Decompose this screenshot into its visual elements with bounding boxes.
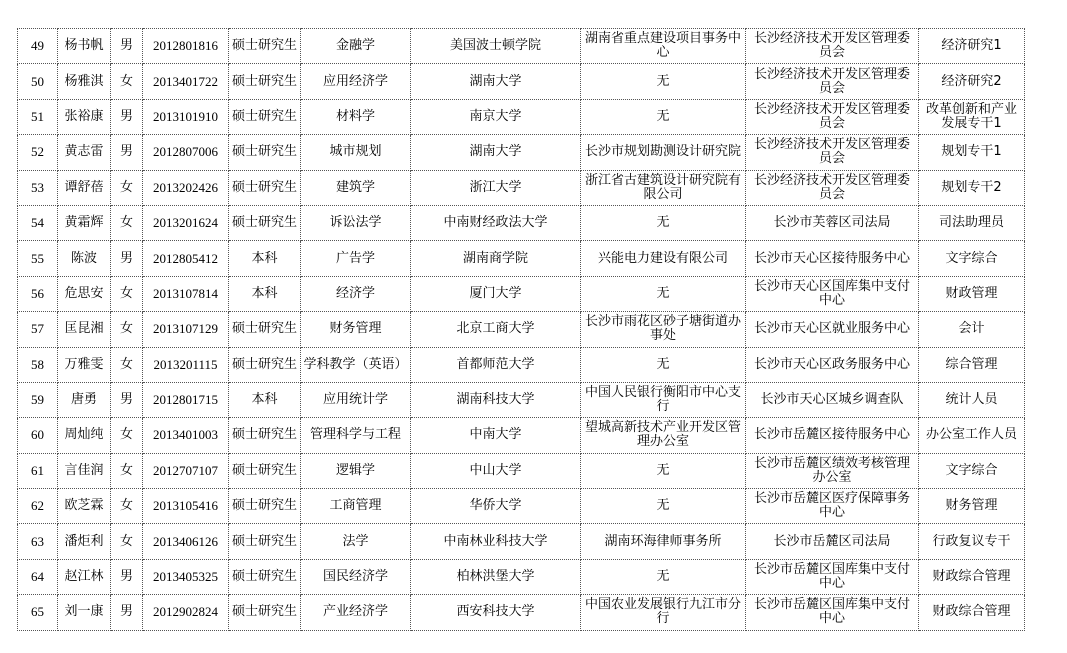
table-row — [18, 170, 1025, 205]
education-cell: 硕士研究生 — [229, 524, 301, 559]
school-cell: 中南大学 — [411, 418, 581, 453]
school-cell: 湖南商学院 — [411, 241, 581, 276]
work-unit-cell: 无 — [581, 347, 746, 382]
work-unit-cell: 中国人民银行衡阳市中心支行 — [581, 382, 746, 417]
position-cell: 会计 — [919, 312, 1025, 347]
recruiting-unit-cell: 长沙市岳麓区司法局 — [746, 524, 919, 559]
exam-id-cell: 2012902824 — [143, 595, 229, 630]
row-number-cell: 56 — [18, 276, 58, 311]
recruiting-unit-cell: 长沙经济技术开发区管理委员会 — [746, 64, 919, 99]
gender-cell: 女 — [111, 205, 143, 240]
recruiting-unit-cell: 长沙市天心区国库集中支付中心 — [746, 276, 919, 311]
row-number-cell: 49 — [18, 29, 58, 64]
exam-id-cell: 2013101910 — [143, 99, 229, 134]
recruiting-unit-cell: 长沙经济技术开发区管理委员会 — [746, 99, 919, 134]
row-number-cell: 65 — [18, 595, 58, 630]
recruitment-table — [17, 28, 1025, 631]
gender-cell: 女 — [111, 64, 143, 99]
school-cell: 华侨大学 — [411, 489, 581, 524]
table-body — [18, 29, 1025, 631]
work-unit-cell: 望城高新技术产业开发区管理办公室 — [581, 418, 746, 453]
name-cell: 刘一康 — [58, 595, 111, 630]
position-cell: 文字综合 — [919, 241, 1025, 276]
position-cell: 改革创新和产业发展专干1 — [919, 99, 1025, 134]
exam-id-cell: 2013401722 — [143, 64, 229, 99]
name-cell: 万雅雯 — [58, 347, 111, 382]
row-number-cell: 53 — [18, 170, 58, 205]
school-cell: 首都师范大学 — [411, 347, 581, 382]
exam-id-cell: 2013107129 — [143, 312, 229, 347]
name-cell: 危思安 — [58, 276, 111, 311]
table-row — [18, 241, 1025, 276]
education-cell: 硕士研究生 — [229, 595, 301, 630]
major-cell: 法学 — [301, 524, 411, 559]
recruiting-unit-cell: 长沙市岳麓区绩效考核管理办公室 — [746, 453, 919, 488]
gender-cell: 男 — [111, 135, 143, 170]
position-cell: 统计人员 — [919, 382, 1025, 417]
name-cell: 匡昆湘 — [58, 312, 111, 347]
exam-id-cell: 2013401003 — [143, 418, 229, 453]
work-unit-cell: 无 — [581, 64, 746, 99]
name-cell: 言佳润 — [58, 453, 111, 488]
recruiting-unit-cell: 长沙经济技术开发区管理委员会 — [746, 29, 919, 64]
table-row — [18, 29, 1025, 64]
name-cell: 杨书帆 — [58, 29, 111, 64]
table-row — [18, 418, 1025, 453]
row-number-cell: 51 — [18, 99, 58, 134]
position-cell: 文字综合 — [919, 453, 1025, 488]
name-cell: 张裕康 — [58, 99, 111, 134]
name-cell: 谭舒蓓 — [58, 170, 111, 205]
gender-cell: 女 — [111, 489, 143, 524]
gender-cell: 男 — [111, 241, 143, 276]
name-cell: 黄霜辉 — [58, 205, 111, 240]
school-cell: 北京工商大学 — [411, 312, 581, 347]
school-cell: 中山大学 — [411, 453, 581, 488]
education-cell: 硕士研究生 — [229, 347, 301, 382]
exam-id-cell: 2012807006 — [143, 135, 229, 170]
major-cell: 城市规划 — [301, 135, 411, 170]
table-row — [18, 489, 1025, 524]
row-number-cell: 62 — [18, 489, 58, 524]
major-cell: 国民经济学 — [301, 559, 411, 594]
row-number-cell: 52 — [18, 135, 58, 170]
table-row — [18, 453, 1025, 488]
position-cell: 财政综合管理 — [919, 559, 1025, 594]
row-number-cell: 54 — [18, 205, 58, 240]
major-cell: 经济学 — [301, 276, 411, 311]
gender-cell: 女 — [111, 170, 143, 205]
table-row — [18, 524, 1025, 559]
gender-cell: 女 — [111, 453, 143, 488]
exam-id-cell: 2013201624 — [143, 205, 229, 240]
education-cell: 硕士研究生 — [229, 312, 301, 347]
education-cell: 硕士研究生 — [229, 489, 301, 524]
table-row — [18, 135, 1025, 170]
exam-id-cell: 2013406126 — [143, 524, 229, 559]
position-cell: 司法助理员 — [919, 205, 1025, 240]
row-number-cell: 63 — [18, 524, 58, 559]
work-unit-cell: 浙江省古建筑设计研究院有限公司 — [581, 170, 746, 205]
school-cell: 中南财经政法大学 — [411, 205, 581, 240]
gender-cell: 男 — [111, 99, 143, 134]
table-row — [18, 559, 1025, 594]
school-cell: 湖南大学 — [411, 64, 581, 99]
row-number-cell: 60 — [18, 418, 58, 453]
position-cell: 办公室工作人员 — [919, 418, 1025, 453]
gender-cell: 男 — [111, 382, 143, 417]
row-number-cell: 58 — [18, 347, 58, 382]
education-cell: 硕士研究生 — [229, 29, 301, 64]
major-cell: 学科教学（英语） — [301, 347, 411, 382]
major-cell: 应用经济学 — [301, 64, 411, 99]
name-cell: 杨雅淇 — [58, 64, 111, 99]
row-number-cell: 59 — [18, 382, 58, 417]
major-cell: 财务管理 — [301, 312, 411, 347]
recruiting-unit-cell: 长沙经济技术开发区管理委员会 — [746, 135, 919, 170]
major-cell: 工商管理 — [301, 489, 411, 524]
major-cell: 诉讼法学 — [301, 205, 411, 240]
work-unit-cell: 长沙市规划勘测设计研究院 — [581, 135, 746, 170]
gender-cell: 女 — [111, 524, 143, 559]
position-cell: 经济研究2 — [919, 64, 1025, 99]
name-cell: 赵江林 — [58, 559, 111, 594]
recruiting-unit-cell: 长沙市天心区城乡调查队 — [746, 382, 919, 417]
work-unit-cell: 兴能电力建设有限公司 — [581, 241, 746, 276]
exam-id-cell: 2013405325 — [143, 559, 229, 594]
position-cell: 行政复议专干 — [919, 524, 1025, 559]
table-row — [18, 595, 1025, 630]
major-cell: 建筑学 — [301, 170, 411, 205]
recruiting-unit-cell: 长沙市岳麓区国库集中支付中心 — [746, 559, 919, 594]
education-cell: 硕士研究生 — [229, 135, 301, 170]
row-number-cell: 57 — [18, 312, 58, 347]
recruiting-unit-cell: 长沙市岳麓区接待服务中心 — [746, 418, 919, 453]
recruiting-unit-cell: 长沙市芙蓉区司法局 — [746, 205, 919, 240]
gender-cell: 男 — [111, 559, 143, 594]
row-number-cell: 50 — [18, 64, 58, 99]
work-unit-cell: 无 — [581, 276, 746, 311]
major-cell: 广告学 — [301, 241, 411, 276]
work-unit-cell: 无 — [581, 453, 746, 488]
exam-id-cell: 2013201115 — [143, 347, 229, 382]
position-cell: 财务管理 — [919, 489, 1025, 524]
education-cell: 硕士研究生 — [229, 64, 301, 99]
table-row — [18, 205, 1025, 240]
work-unit-cell: 无 — [581, 99, 746, 134]
name-cell: 黄志雷 — [58, 135, 111, 170]
gender-cell: 男 — [111, 29, 143, 64]
recruiting-unit-cell: 长沙市天心区就业服务中心 — [746, 312, 919, 347]
work-unit-cell: 长沙市雨花区砂子塘街道办事处 — [581, 312, 746, 347]
major-cell: 金融学 — [301, 29, 411, 64]
school-cell: 柏林洪堡大学 — [411, 559, 581, 594]
education-cell: 本科 — [229, 276, 301, 311]
school-cell: 厦门大学 — [411, 276, 581, 311]
position-cell: 财政管理 — [919, 276, 1025, 311]
table-row — [18, 347, 1025, 382]
major-cell: 应用统计学 — [301, 382, 411, 417]
school-cell: 美国波士顿学院 — [411, 29, 581, 64]
exam-id-cell: 2012801715 — [143, 382, 229, 417]
school-cell: 西安科技大学 — [411, 595, 581, 630]
education-cell: 硕士研究生 — [229, 205, 301, 240]
major-cell: 逻辑学 — [301, 453, 411, 488]
row-number-cell: 55 — [18, 241, 58, 276]
work-unit-cell: 无 — [581, 489, 746, 524]
table-row — [18, 276, 1025, 311]
work-unit-cell: 无 — [581, 559, 746, 594]
position-cell: 规划专干1 — [919, 135, 1025, 170]
school-cell: 中南林业科技大学 — [411, 524, 581, 559]
gender-cell: 女 — [111, 276, 143, 311]
gender-cell: 女 — [111, 312, 143, 347]
recruiting-unit-cell: 长沙市天心区政务服务中心 — [746, 347, 919, 382]
position-cell: 综合管理 — [919, 347, 1025, 382]
major-cell: 材料学 — [301, 99, 411, 134]
school-cell: 湖南大学 — [411, 135, 581, 170]
education-cell: 硕士研究生 — [229, 418, 301, 453]
education-cell: 硕士研究生 — [229, 453, 301, 488]
school-cell: 浙江大学 — [411, 170, 581, 205]
work-unit-cell: 中国农业发展银行九江市分行 — [581, 595, 746, 630]
table-container — [17, 28, 1025, 631]
work-unit-cell: 湖南省重点建设项目事务中心 — [581, 29, 746, 64]
name-cell: 欧芝霖 — [58, 489, 111, 524]
row-number-cell: 61 — [18, 453, 58, 488]
gender-cell: 女 — [111, 418, 143, 453]
school-cell: 南京大学 — [411, 99, 581, 134]
name-cell: 陈波 — [58, 241, 111, 276]
recruiting-unit-cell: 长沙经济技术开发区管理委员会 — [746, 170, 919, 205]
name-cell: 周灿纯 — [58, 418, 111, 453]
exam-id-cell: 2012805412 — [143, 241, 229, 276]
name-cell: 潘炬利 — [58, 524, 111, 559]
table-row — [18, 99, 1025, 134]
work-unit-cell: 无 — [581, 205, 746, 240]
education-cell: 硕士研究生 — [229, 559, 301, 594]
row-number-cell: 64 — [18, 559, 58, 594]
exam-id-cell: 2013107814 — [143, 276, 229, 311]
major-cell: 产业经济学 — [301, 595, 411, 630]
school-cell: 湖南科技大学 — [411, 382, 581, 417]
education-cell: 硕士研究生 — [229, 170, 301, 205]
exam-id-cell: 2013202426 — [143, 170, 229, 205]
name-cell: 唐勇 — [58, 382, 111, 417]
exam-id-cell: 2013105416 — [143, 489, 229, 524]
exam-id-cell: 2012801816 — [143, 29, 229, 64]
recruiting-unit-cell: 长沙市岳麓区医疗保障事务中心 — [746, 489, 919, 524]
major-cell: 管理科学与工程 — [301, 418, 411, 453]
gender-cell: 女 — [111, 347, 143, 382]
table-row — [18, 64, 1025, 99]
gender-cell: 男 — [111, 595, 143, 630]
position-cell: 经济研究1 — [919, 29, 1025, 64]
education-cell: 本科 — [229, 241, 301, 276]
table-row — [18, 312, 1025, 347]
education-cell: 硕士研究生 — [229, 99, 301, 134]
work-unit-cell: 湖南环海律师事务所 — [581, 524, 746, 559]
recruiting-unit-cell: 长沙市天心区接待服务中心 — [746, 241, 919, 276]
exam-id-cell: 2012707107 — [143, 453, 229, 488]
table-row — [18, 382, 1025, 417]
recruiting-unit-cell: 长沙市岳麓区国库集中支付中心 — [746, 595, 919, 630]
education-cell: 本科 — [229, 382, 301, 417]
position-cell: 规划专干2 — [919, 170, 1025, 205]
position-cell: 财政综合管理 — [919, 595, 1025, 630]
